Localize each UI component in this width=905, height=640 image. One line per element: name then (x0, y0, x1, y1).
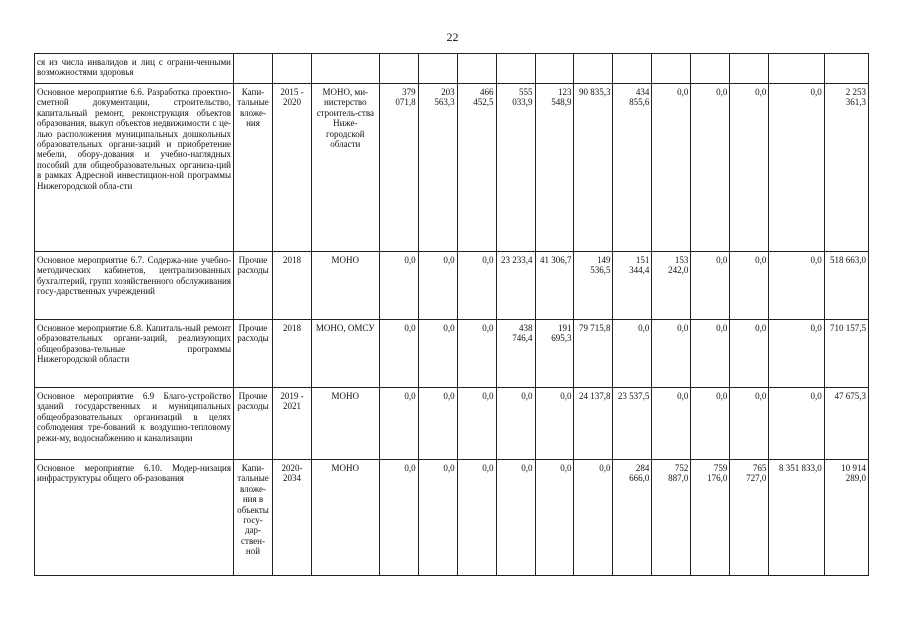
year-value-cell: 90 835,3 (574, 84, 613, 252)
expense-type-cell: Капи-тальные вложе-ния в объекты госу-дар-ствен-ной (234, 460, 273, 576)
year-value-cell: 0,0 (379, 252, 418, 320)
year-value-cell: 466 452,5 (457, 84, 496, 252)
year-value-cell: 0,0 (496, 388, 535, 460)
description-cell: Основное мероприятие 6.8. Капиталь-ный ремонт образовательных органи-заций, реализующих общеобразова-тельные программы Нижегородской области (35, 320, 234, 388)
empty-cell (691, 54, 730, 84)
year-value-cell: 0,0 (691, 388, 730, 460)
year-value-cell: 0,0 (418, 252, 457, 320)
year-value-cell: 123 548,9 (535, 84, 574, 252)
empty-cell (457, 54, 496, 84)
executor-cell: МОНО, ОМСУ (311, 320, 379, 388)
empty-cell (613, 54, 652, 84)
year-value-cell: 0,0 (691, 252, 730, 320)
year-value-cell: 41 306,7 (535, 252, 574, 320)
year-value-cell: 0,0 (496, 460, 535, 576)
empty-cell (769, 54, 824, 84)
empty-cell (418, 54, 457, 84)
year-value-cell: 203 563,3 (418, 84, 457, 252)
year-value-cell: 0,0 (691, 84, 730, 252)
year-value-cell: 752 887,0 (652, 460, 691, 576)
year-value-cell: 555 033,9 (496, 84, 535, 252)
year-value-cell: 0,0 (613, 320, 652, 388)
year-value-cell: 0,0 (691, 320, 730, 388)
year-value-cell: 0,0 (730, 84, 769, 252)
year-value-cell: 0,0 (457, 320, 496, 388)
year-value-cell: 0,0 (730, 252, 769, 320)
year-value-cell: 8 351 833,0 (769, 460, 824, 576)
year-value-cell: 79 715,8 (574, 320, 613, 388)
year-value-cell: 149 536,5 (574, 252, 613, 320)
expense-type-cell: Капи-тальные вложе-ния (234, 84, 273, 252)
empty-cell (652, 54, 691, 84)
year-value-cell: 153 242,0 (652, 252, 691, 320)
empty-cell (535, 54, 574, 84)
total-value-cell: 710 157,5 (824, 320, 868, 388)
period-cell: 2019 - 2021 (272, 388, 311, 460)
year-value-cell: 0,0 (457, 388, 496, 460)
year-value-cell: 0,0 (379, 320, 418, 388)
period-cell: 2015 - 2020 (272, 84, 311, 252)
year-value-cell: 23 233,4 (496, 252, 535, 320)
year-value-cell: 24 137,8 (574, 388, 613, 460)
year-value-cell: 759 176,0 (691, 460, 730, 576)
empty-cell (272, 54, 311, 84)
total-value-cell: 518 663,0 (824, 252, 868, 320)
table-row-continuation (35, 54, 869, 84)
year-value-cell: 151 344,4 (613, 252, 652, 320)
executor-cell: МОНО, ми-нистерство строитель-ства Ниже-городской области (311, 84, 379, 252)
table-row (35, 460, 869, 576)
executor-cell: МОНО (311, 252, 379, 320)
table-row (35, 320, 869, 388)
description-cell: Основное мероприятие 6.6. Разработка проектно-сметной документации, строительство, капитальный ремонт, реконструкция объектов образования, выкуп объектов недвижимости с це-лью расположения муниципальных дошкольных образовательных органи-заций и приобретение мебели, обору-дования и учебно-наглядных пособий для общеобразовательных организа-ций в рамках Адресной инвестицион-ной программы Нижегородской обла-сти (35, 84, 234, 252)
year-value-cell: 284 666,0 (613, 460, 652, 576)
year-value-cell: 0,0 (535, 460, 574, 576)
year-value-cell: 0,0 (769, 252, 824, 320)
year-value-cell: 0,0 (730, 388, 769, 460)
table-row (35, 388, 869, 460)
year-value-cell: 0,0 (769, 388, 824, 460)
description-cell: Основное мероприятие 6.7. Содержа-ние учебно-методических кабинетов, централизованных бухгалтерий, групп хозяйственного обслуживания госу-дарственных учреждений (35, 252, 234, 320)
expense-type-cell: Прочие расходы (234, 252, 273, 320)
year-value-cell: 438 746,4 (496, 320, 535, 388)
year-value-cell: 379 071,8 (379, 84, 418, 252)
year-value-cell: 0,0 (379, 460, 418, 576)
year-value-cell: 0,0 (730, 320, 769, 388)
empty-cell (496, 54, 535, 84)
period-cell: 2020-2034 (272, 460, 311, 576)
total-value-cell: 2 253 361,3 (824, 84, 868, 252)
year-value-cell: 0,0 (769, 320, 824, 388)
description-cell: Основное мероприятие 6.9 Благо-устройство зданий государственных и муниципальных общеобразовательных организаций в целях соблюдения тре-бований к воздушно-тепловому режи-му, водоснабжению и канализации (35, 388, 234, 460)
table-row (35, 84, 869, 252)
year-value-cell: 0,0 (652, 388, 691, 460)
period-cell: 2018 (272, 252, 311, 320)
empty-cell (574, 54, 613, 84)
year-value-cell: 0,0 (457, 460, 496, 576)
year-value-cell: 765 727,0 (730, 460, 769, 576)
year-value-cell: 0,0 (535, 388, 574, 460)
description-cell: ся из числа инвалидов и лиц с ограни-ченными возможностями здоровья (35, 54, 234, 84)
table-row (35, 252, 869, 320)
total-value-cell: 10 914 289,0 (824, 460, 868, 576)
year-value-cell: 434 855,6 (613, 84, 652, 252)
empty-cell (311, 54, 379, 84)
year-value-cell: 0,0 (769, 84, 824, 252)
year-value-cell: 0,0 (652, 84, 691, 252)
year-value-cell: 0,0 (652, 320, 691, 388)
year-value-cell: 0,0 (457, 252, 496, 320)
empty-cell (730, 54, 769, 84)
empty-cell (234, 54, 273, 84)
total-value-cell: 47 675,3 (824, 388, 868, 460)
page-number: 22 (446, 30, 459, 44)
budget-table (34, 53, 869, 576)
expense-type-cell: Прочие расходы (234, 320, 273, 388)
empty-cell (824, 54, 868, 84)
year-value-cell: 0,0 (418, 460, 457, 576)
empty-cell (379, 54, 418, 84)
year-value-cell: 0,0 (574, 460, 613, 576)
description-cell: Основное мероприятие 6.10. Модер-низация инфраструктуры общего об-разования (35, 460, 234, 576)
executor-cell: МОНО (311, 460, 379, 576)
year-value-cell: 191 695,3 (535, 320, 574, 388)
executor-cell: МОНО (311, 388, 379, 460)
year-value-cell: 23 537,5 (613, 388, 652, 460)
expense-type-cell: Прочие расходы (234, 388, 273, 460)
period-cell: 2018 (272, 320, 311, 388)
year-value-cell: 0,0 (418, 388, 457, 460)
year-value-cell: 0,0 (418, 320, 457, 388)
year-value-cell: 0,0 (379, 388, 418, 460)
